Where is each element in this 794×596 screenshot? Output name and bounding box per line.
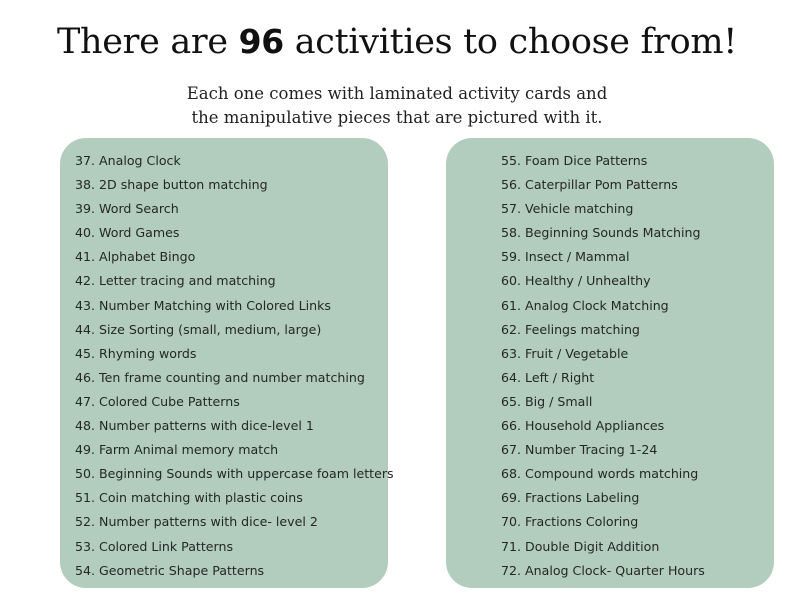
- page-title: [0, 18, 794, 66]
- activity-list-item: 46. Ten frame counting and number matching: [75, 369, 365, 385]
- title-text-before: There are: [56, 22, 239, 62]
- activity-list-item: 48. Number patterns with dice-level 1: [75, 418, 314, 434]
- activity-list-item: 54. Geometric Shape Patterns: [75, 562, 265, 578]
- activity-count: 96: [238, 22, 284, 61]
- subtitle-line-2: the manipulative pieces that are pictured with it.: [191, 108, 603, 127]
- activity-list-item: 61. Analog Clock Matching: [501, 297, 669, 313]
- activity-list-item: 47. Colored Cube Patterns: [75, 393, 240, 409]
- activity-list-item: 43. Number Matching with Colored Links: [75, 297, 331, 313]
- activity-list-item: 58. Beginning Sounds Matching: [501, 225, 701, 241]
- activity-list-item: 68. Compound words matching: [501, 466, 699, 482]
- activity-list-item: 65. Big / Small: [501, 393, 593, 409]
- activity-list-left: [75, 149, 394, 583]
- activity-list-item: 69. Fractions Labeling: [501, 490, 640, 506]
- activity-panel-left: [60, 138, 394, 588]
- activity-list-item: 63. Fruit / Vegetable: [501, 345, 629, 361]
- activity-list-item: 51. Coin matching with plastic coins: [75, 490, 303, 506]
- activity-list-item: 49. Farm Animal memory match: [75, 442, 279, 458]
- activity-list-item: 70. Fractions Coloring: [501, 514, 639, 530]
- activity-list-item: 67. Number Tracing 1-24: [501, 442, 658, 458]
- activity-list-item: 64. Left / Right: [501, 369, 595, 385]
- activity-list-item: 59. Insect / Mammal: [501, 249, 630, 265]
- activity-list-right: [501, 149, 705, 583]
- activity-list-item: 39. Word Search: [75, 201, 179, 217]
- page-subtitle: [0, 82, 794, 130]
- activity-list-item: 71. Double Digit Addition: [501, 538, 660, 554]
- activity-list-item: 53. Colored Link Patterns: [75, 538, 234, 554]
- activity-list-item: 72. Analog Clock- Quarter Hours: [501, 562, 705, 578]
- activity-list-item: 45. Rhyming words: [75, 345, 197, 361]
- activity-list-item: 41. Alphabet Bingo: [75, 249, 196, 265]
- activity-list-item: 44. Size Sorting (small, medium, large): [75, 321, 322, 337]
- activity-list-item: 66. Household Appliances: [501, 418, 665, 434]
- activity-list-item: 62. Feelings matching: [501, 321, 640, 337]
- activity-list-item: 38. 2D shape button matching: [75, 177, 268, 193]
- subtitle-line-1: Each one comes with laminated activity cards and: [186, 84, 608, 103]
- activity-list-item: 57. Vehicle matching: [501, 201, 634, 217]
- activity-list-item: 50. Beginning Sounds with uppercase foam letters: [75, 466, 394, 482]
- activity-list-item: 37. Analog Clock: [75, 153, 181, 168]
- activity-list-item: 40. Word Games: [75, 225, 180, 241]
- activity-list-item: 52. Number patterns with dice- level 2: [75, 514, 318, 530]
- activity-panel-right: [446, 138, 774, 588]
- title-text-after: activities to choose from!: [283, 22, 738, 62]
- activity-list-item: 56. Caterpillar Pom Patterns: [501, 177, 678, 193]
- activity-list-item: 42. Letter tracing and matching: [75, 273, 276, 289]
- activity-list-item: 60. Healthy / Unhealthy: [501, 273, 651, 289]
- activity-list-item: 55. Foam Dice Patterns: [501, 153, 648, 168]
